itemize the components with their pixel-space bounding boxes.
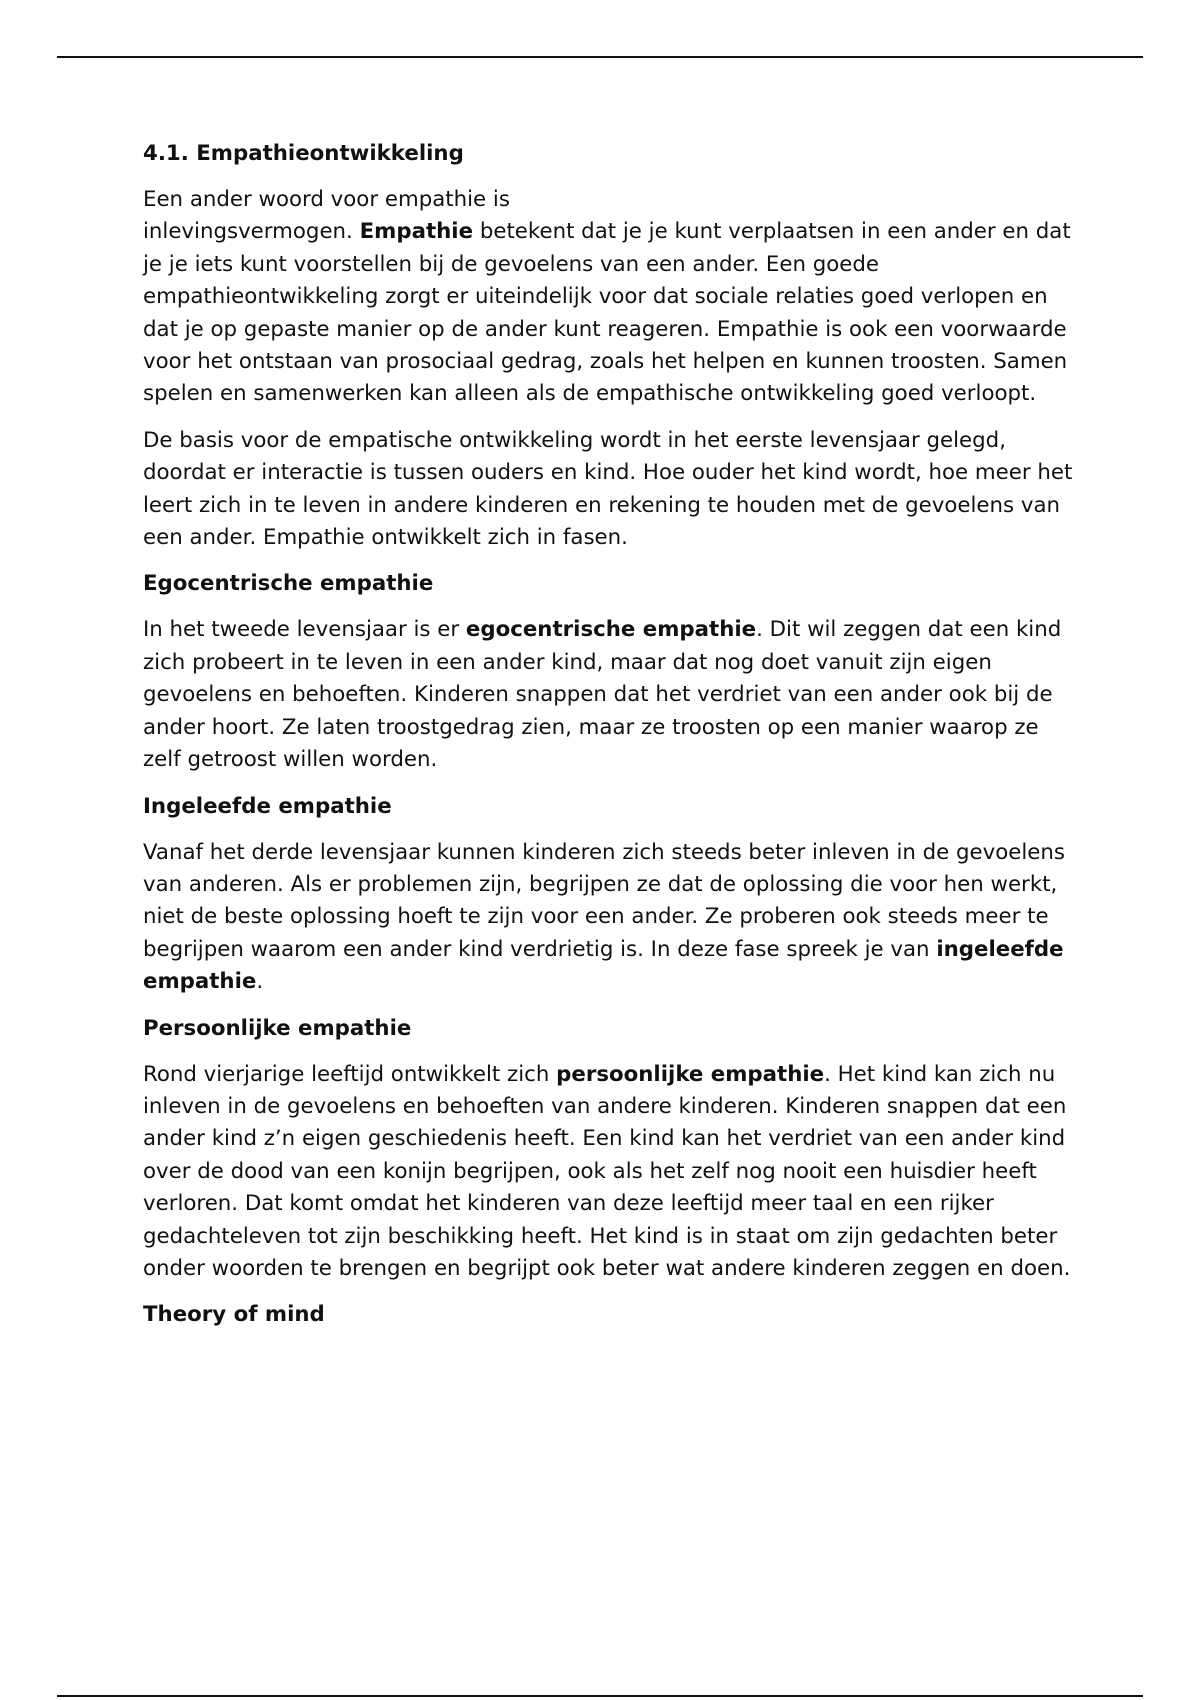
heading-theory-of-mind: Theory of mind bbox=[143, 1302, 325, 1328]
paragraph-ingeleefd bbox=[143, 837, 1073, 999]
persoonlijk-text-a: Rond vierjarige leeftijd ontwikkelt zich bbox=[143, 1061, 557, 1087]
document-body bbox=[143, 138, 1073, 1345]
paragraph-egocentrisch bbox=[143, 614, 1073, 776]
term-persoonlijke-empathie: persoonlijke empathie bbox=[556, 1061, 825, 1087]
ego-text-a: In het tweede levensjaar is er bbox=[143, 617, 466, 643]
ingeleefd-text-c: . bbox=[256, 969, 264, 995]
intro-text-d: betekent dat je je kunt verplaatsen in een ander en dat je je iets kunt voorstellen bij de gevoelens van een ander. Een goede empathieontwikkeling zorgt er uiteindelijk voor dat sociale relaties goed verlopen en dat je op gepaste manier op de ander kunt reageren. Empathie is ook een voorwaarde voor het ontstaan van prosociaal gedrag, zoals het helpen en kunnen troosten. Samen spelen en samenwerken kan alleen als de empathische ontwikkeling goed verloopt. bbox=[143, 219, 1071, 407]
paragraph-basis: De basis voor de empatische ontwikkeling wordt in het eerste levensjaar gelegd, doordat er interactie is tussen ouders en kind. Hoe ouder het kind wordt, hoe meer het leert zich in te leven in andere kinderen en rekening te houden met de gevoelens van een ander. Empathie ontwikkelt zich in fasen. bbox=[143, 427, 1073, 551]
intro-text-b: inlevingsvermogen. bbox=[143, 219, 360, 245]
term-egocentrische-empathie: egocentrische empathie bbox=[465, 617, 757, 643]
paragraph-persoonlijk bbox=[143, 1059, 1073, 1286]
heading-persoonlijke-empathie: Persoonlijke empathie bbox=[143, 1015, 412, 1041]
heading-egocentrische-empathie: Egocentrische empathie bbox=[143, 571, 434, 597]
persoonlijk-text-c: . Het kind kan zich nu inleven in de gevoelens en behoeften van andere kinderen. Kinderen snappen dat een ander kind z’n eigen geschiedenis heeft. Een kind kan het verdriet van een ander kind over de dood van een konijn begrijpen, ook als het zelf nog nooit een huisdier heeft verloren. Dat komt omdat het kinderen van deze leeftijd meer taal en een rijker gedachteleven tot zijn beschikking heeft. Het kind is in staat om zijn gedachten beter onder woorden te brengen en begrijpt ook beter wat andere kinderen zeggen en doen. bbox=[143, 1061, 1071, 1281]
intro-text-a: Een ander woord voor empathie is bbox=[143, 187, 510, 212]
top-rule bbox=[57, 56, 1143, 58]
term-ingeleefde-empathie: ingeleefde empathie bbox=[143, 936, 1064, 995]
term-empathie: Empathie bbox=[359, 219, 474, 245]
bottom-rule bbox=[57, 1695, 1143, 1697]
ingeleefd-text-a: Vanaf het derde levensjaar kunnen kinderen zich steeds beter inleven in de gevoelens van anderen. Als er problemen zijn, begrijpen ze dat de oplossing die voor hen werkt, niet de beste oplossing hoeft te zijn voor een ander. Ze proberen ook steeds meer te begrijpen waarom een ander kind verdrietig is. In deze fase spreek je van bbox=[143, 839, 1065, 962]
section-title: 4.1. Empathieontwikkeling bbox=[143, 141, 464, 166]
heading-ingeleefde-empathie: Ingeleefde empathie bbox=[143, 793, 392, 819]
paragraph-intro bbox=[143, 184, 1073, 411]
ego-text-c: . Dit wil zeggen dat een kind zich probeert in te leven in een ander kind, maar dat nog doet vanuit zijn eigen gevoelens en behoeften. Kinderen snappen dat het verdriet van een ander ook bij de ander hoort. Ze laten troostgedrag zien, maar ze troosten op een manier waarop ze zelf getroost willen worden. bbox=[143, 617, 1062, 773]
